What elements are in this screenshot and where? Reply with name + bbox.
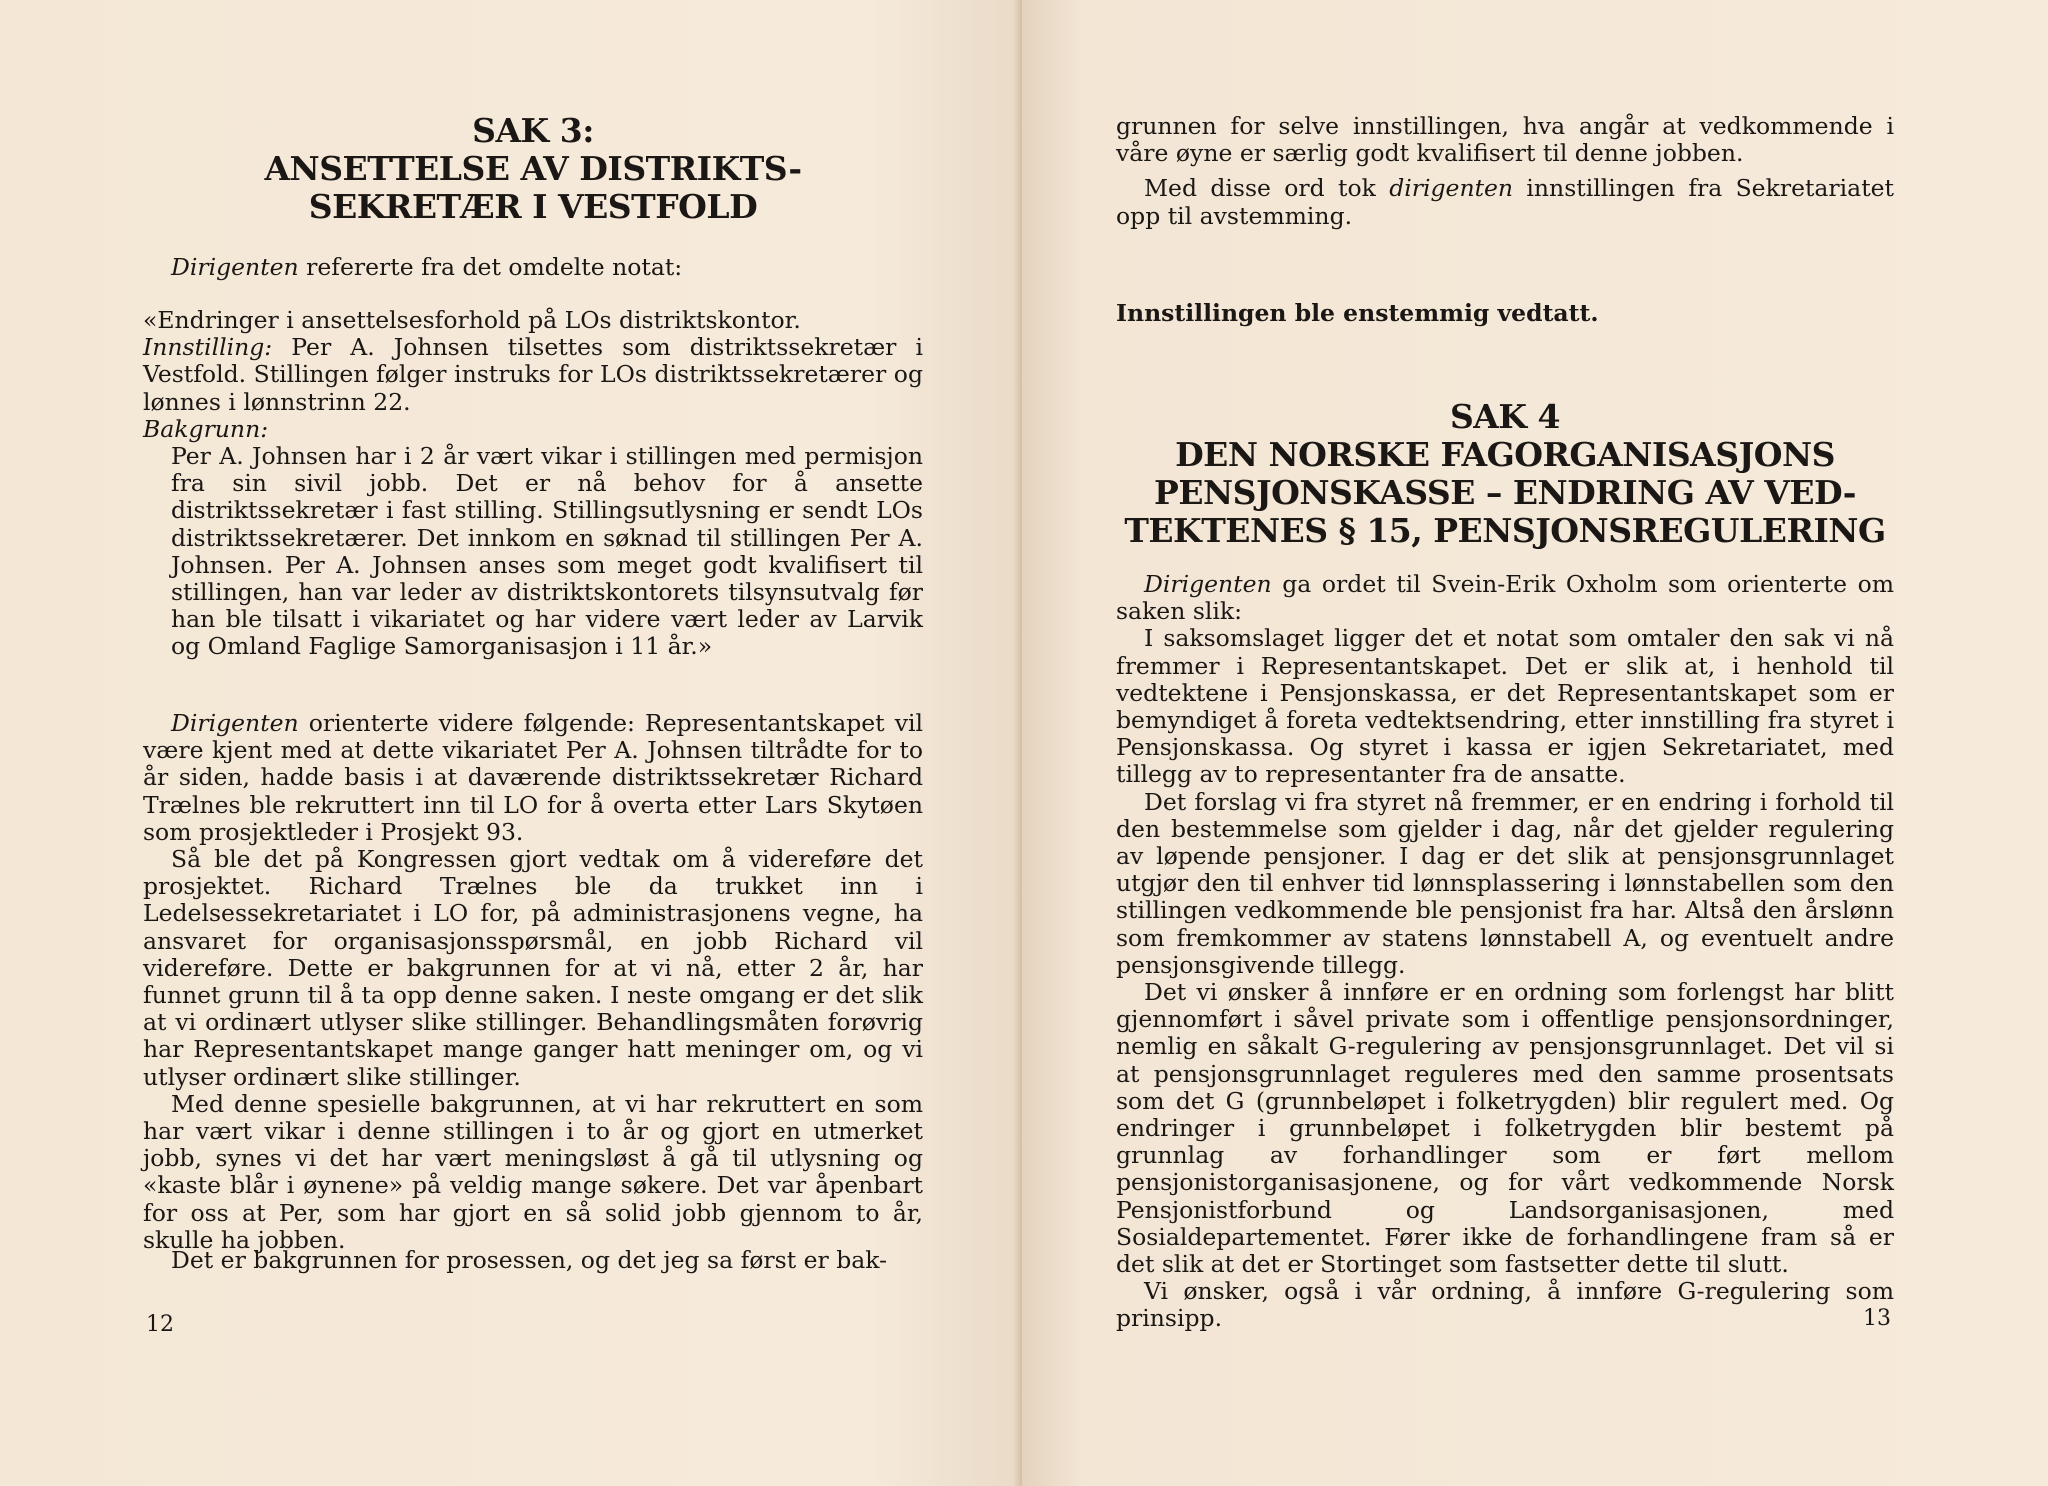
body-paragraph: I saksomslaget ligger det et notat som omtaler den sak vi nå fremmer i Representantskapet. Det er slik at, i henhold til vedtektene i Pensjonskassa, er det Representantskapet som er bemyndiget å foreta vedtektsendring, etter innstilling fra styret i Pensjonskassa. Og styret i kassa er igjen Sekretariatet, med tillegg av to representanter fra de ansatte. bbox=[1116, 624, 1894, 789]
dirigenten-label: Dirigenten bbox=[1144, 570, 1272, 598]
sak3-heading-line: ANSETTELSE AV DISTRIKTS- bbox=[264, 149, 802, 188]
dirigenten-label: Dirigenten bbox=[171, 253, 299, 281]
bakgrunn-label bbox=[143, 416, 923, 443]
body-paragraph: Vi ønsker, også i vår ordning, å innføre G-regulering som prinsipp. bbox=[1116, 1277, 1894, 1333]
sak4-heading-line: DEN NORSKE FAGORGANISASJONS bbox=[1175, 435, 1835, 474]
body-paragraph bbox=[1116, 175, 1894, 229]
sak3-heading bbox=[143, 112, 923, 226]
intro-paragraph bbox=[143, 254, 923, 281]
body-paragraph: grunnen for selve innstillingen, hva angår at vedkommende i våre øyne er særlig godt kvalifisert til denne jobben. bbox=[1116, 112, 1894, 168]
page-number: 12 bbox=[146, 1312, 174, 1337]
sak3-heading-line: SEKRETÆR I VESTFOLD bbox=[308, 187, 758, 226]
left-last bbox=[143, 1247, 923, 1274]
innstilling-label: Innstilling: bbox=[143, 333, 273, 362]
sak4-heading-line: PENSJONSKASSE – ENDRING AV VED- bbox=[1154, 473, 1856, 512]
body-paragraph bbox=[143, 710, 923, 846]
right-top bbox=[1116, 113, 1894, 230]
innstilling-paragraph bbox=[143, 334, 923, 416]
sak4-heading-line: SAK 4 bbox=[1449, 397, 1561, 436]
dirigenten-label: dirigenten bbox=[1389, 174, 1514, 203]
left-quote bbox=[143, 307, 923, 661]
body-paragraph: Med denne spesielle bakgrunnen, at vi har rekruttert en som har vært vikar i denne stillingen i to år og gjort en utmerket jobb, synes vi det har vært meningsløst å gå til utlysning og «kaste blår i øynene» på veldig mange søkere. Det var åpenbart for oss at Per, som har gjort en så solid jobb gjennom to år, skulle ha jobben. bbox=[143, 1089, 923, 1254]
body-paragraph: Det vi ønsker å innføre er en ordning som forlengst har blitt gjennomført i såvel private som i offentlige pensjonsordninger, nemlig en såkalt G-regulering av pensjonsgrunnlaget. Det vil si at pensjonsgrunnlaget reguleres med den samme prosentsats som det G (grunnbeløpet i folketrygden) blir regulert med. Og endringer i grunnbeløpet i folketrygden blir bestemt på grunnlag av forhandlinger som er ført mellom pensjonistorganisasjonene, og for vårt vedkommende Norsk Pensjonistforbund og Landsorganisasjonen, med Sosialdepartementet. Fører ikke de forhandlingene fram så er det slik at det er Stortinget som fastsetter dette til slutt. bbox=[1116, 978, 1894, 1279]
right-body bbox=[1116, 571, 1894, 1333]
right-page bbox=[1022, 0, 2048, 1486]
body-paragraph: Det er bakgrunnen for prosessen, og det jeg sa først er bak- bbox=[171, 1246, 888, 1274]
body-paragraph: Det forslag vi fra styret nå fremmer, er en endring i forhold til den bestemmelse som gjelder i dag, når det gjelder regulering av løpende pensjoner. I dag er det slik at pensjonsgrunnlaget utgjør den til enhver tid lønnsplassering i lønnstabellen som den stillingen vedkommende ble pensjonist fra har. Altså den årslønn som fremkommer av statens lønnstabell A, og eventuelt andre pensjonsgivende tillegg. bbox=[1116, 787, 1894, 979]
body-text: ga ordet til Svein-Erik Oxholm som orienterte om saken slik: bbox=[1116, 570, 1894, 626]
vedtatt-line: Innstillingen ble enstemmig vedtatt. bbox=[1116, 299, 1599, 327]
left-intro bbox=[143, 254, 923, 281]
body-paragraph bbox=[1116, 571, 1894, 625]
left-page bbox=[0, 0, 1022, 1486]
sak4-heading-line: TEKTENES § 15, PENSJONSREGULERING bbox=[1124, 511, 1886, 550]
left-body bbox=[143, 710, 923, 1254]
quote-line: «Endringer i ansettelsesforhold på LOs distriktskontor. bbox=[143, 306, 801, 334]
innstilling-text: Per A. Johnsen tilsettes som distriktssekretær i Vestfold. Stillingen følger instruks for LOs distriktssekretærer og lønnes i lønnstrinn 22. bbox=[143, 333, 923, 416]
sak4-heading bbox=[1116, 398, 1894, 550]
dirigenten-label: Dirigenten bbox=[171, 709, 299, 737]
body-text: Med disse ord tok bbox=[1144, 174, 1390, 203]
body-paragraph: Så ble det på Kongressen gjort vedtak om å videreføre det prosjektet. Richard Trælnes ble da trukket inn i Ledelsessekretariatet i LO for, på administrasjonens vegne, ha ansvaret for organisasjonsspørsmål, en jobb Richard vil videreføre. Dette er bakgrunnen for at vi nå, etter 2 år, har funnet grunn til å ta opp denne saken. I neste omgang er det slik at vi ordinært utlyser slike stillinger. Behandlingsmåten forøvrig har Representantskapet mange ganger hatt meninger om, og vi utlyser ordinært slike stillinger. bbox=[143, 845, 923, 1091]
bakgrunn-label-text: Bakgrunn: bbox=[143, 414, 269, 443]
sak3-heading-line: SAK 3: bbox=[472, 111, 594, 150]
bakgrunn-text: Per A. Johnsen har i 2 år vært vikar i stillingen med permisjon fra sin sivil jobb. Det er nå behov for å ansette distriktssekretær i fast stilling. Stillingsutlysning er sendt LOs distriktssekretærer. Det innkom en søknad til stillingen Per A. Johnsen. Per A. Johnsen anses som meget godt kvalifisert til stillingen, han var leder av distriktskontorets tilsynsutvalg før han ble tilsatt i vikariatet og har videre vært leder av Larvik og Omland Faglige Samorganisasjon i 11 år.» bbox=[171, 442, 923, 661]
intro-text: refererte fra det omdelte notat: bbox=[298, 253, 683, 281]
body-text: orienterte videre følgende: Representantskapet vil være kjent med at dette vikariatet Per A. Johnsen tiltrådte for to år siden, hadde basis i at daværende distriktssekretær Richard Trælnes ble rekruttert inn til LO for å overta etter Lars Skytøen som prosjektleder i Prosjekt 93. bbox=[143, 709, 923, 846]
page-number: 13 bbox=[1863, 1306, 1891, 1331]
body-text: innstillingen fra Sekretariatet opp til avstemming. bbox=[1116, 174, 1894, 230]
